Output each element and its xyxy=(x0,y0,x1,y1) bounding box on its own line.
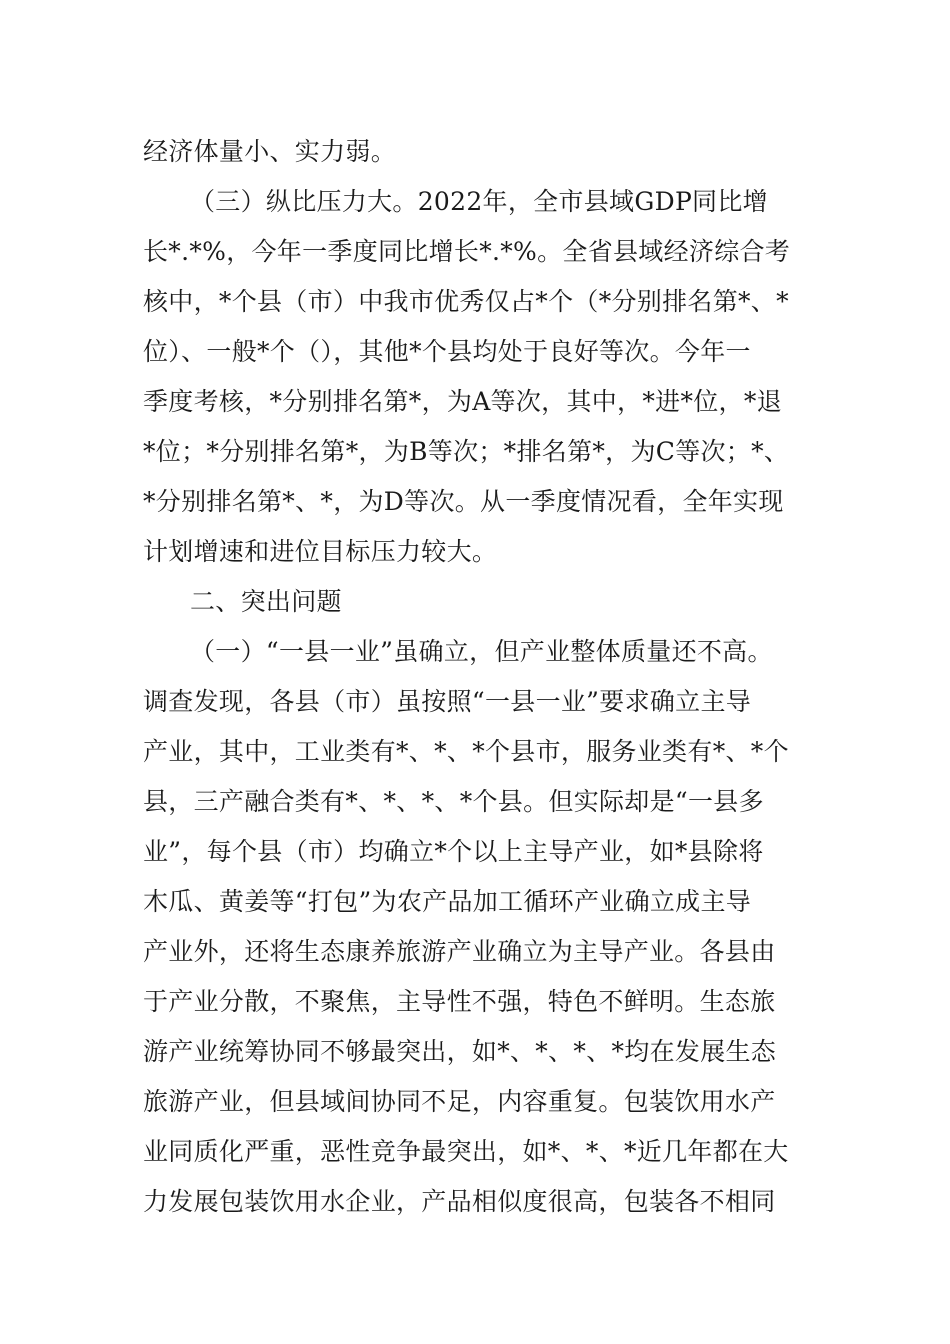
paragraph-line: 位）、一般*个（），其他*个县均处于良好等次。今年一 xyxy=(143,337,751,366)
paragraph-line: 业”，每个县（市）均确立*个以上主导产业，如*县除将 xyxy=(143,837,764,866)
paragraph-line: 县，三产融合类有*、*、*、*个县。但实际却是“一县多 xyxy=(143,787,764,816)
paragraph-line: 木瓜、黄姜等“打包”为农产品加工循环产业确立成主导 xyxy=(143,887,752,916)
paragraph-line: 游产业统筹协同不够最突出，如*、*、*、*均在发展生态 xyxy=(143,1037,777,1066)
paragraph-line: 产业外，还将生态康养旅游产业确立为主导产业。各县由 xyxy=(143,937,776,966)
paragraph-line: 产业，其中，工业类有*、*、*个县市，服务业类有*、*个 xyxy=(143,737,789,766)
paragraph-line: *分别排名第*、*，为D等次。从一季度情况看，全年实现 xyxy=(143,487,784,516)
paragraph-line: *位；*分别排名第*，为B等次；*排名第*，为C等次；*、 xyxy=(143,437,790,466)
paragraph-line: 经济体量小、实力弱。 xyxy=(143,137,397,166)
paragraph-line: 旅游产业，但县域间协同不足，内容重复。包装饮用水产 xyxy=(143,1087,776,1116)
paragraph-line: 业同质化严重，恶性竞争最突出，如*、*、*近几年都在大 xyxy=(143,1137,789,1166)
paragraph-line: 调查发现，各县（市）虽按照“一县一业”要求确立主导 xyxy=(143,687,752,716)
paragraph-line: （三）纵比压力大。2022年，全市县域GDP同比增 xyxy=(190,187,768,216)
paragraph-line: 长*.*%，今年一季度同比增长*.*%。全省县域经济综合考 xyxy=(143,237,791,266)
paragraph-line: 力发展包装饮用水企业，产品相似度很高，包装各不相同 xyxy=(143,1187,776,1216)
paragraph-line: 于产业分散，不聚焦，主导性不强，特色不鲜明。生态旅 xyxy=(143,987,776,1016)
paragraph-line: （一）“一县一业”虽确立，但产业整体质量还不高。 xyxy=(190,637,773,666)
section-heading: 二、突出问题 xyxy=(190,587,342,616)
paragraph-line: 季度考核，*分别排名第*，为A等次，其中，*进*位，*退 xyxy=(143,387,782,416)
paragraph-line: 计划增速和进位目标压力较大。 xyxy=(143,537,498,566)
paragraph-line: 核中，*个县（市）中我市优秀仅占*个（*分别排名第*、* xyxy=(143,287,789,316)
